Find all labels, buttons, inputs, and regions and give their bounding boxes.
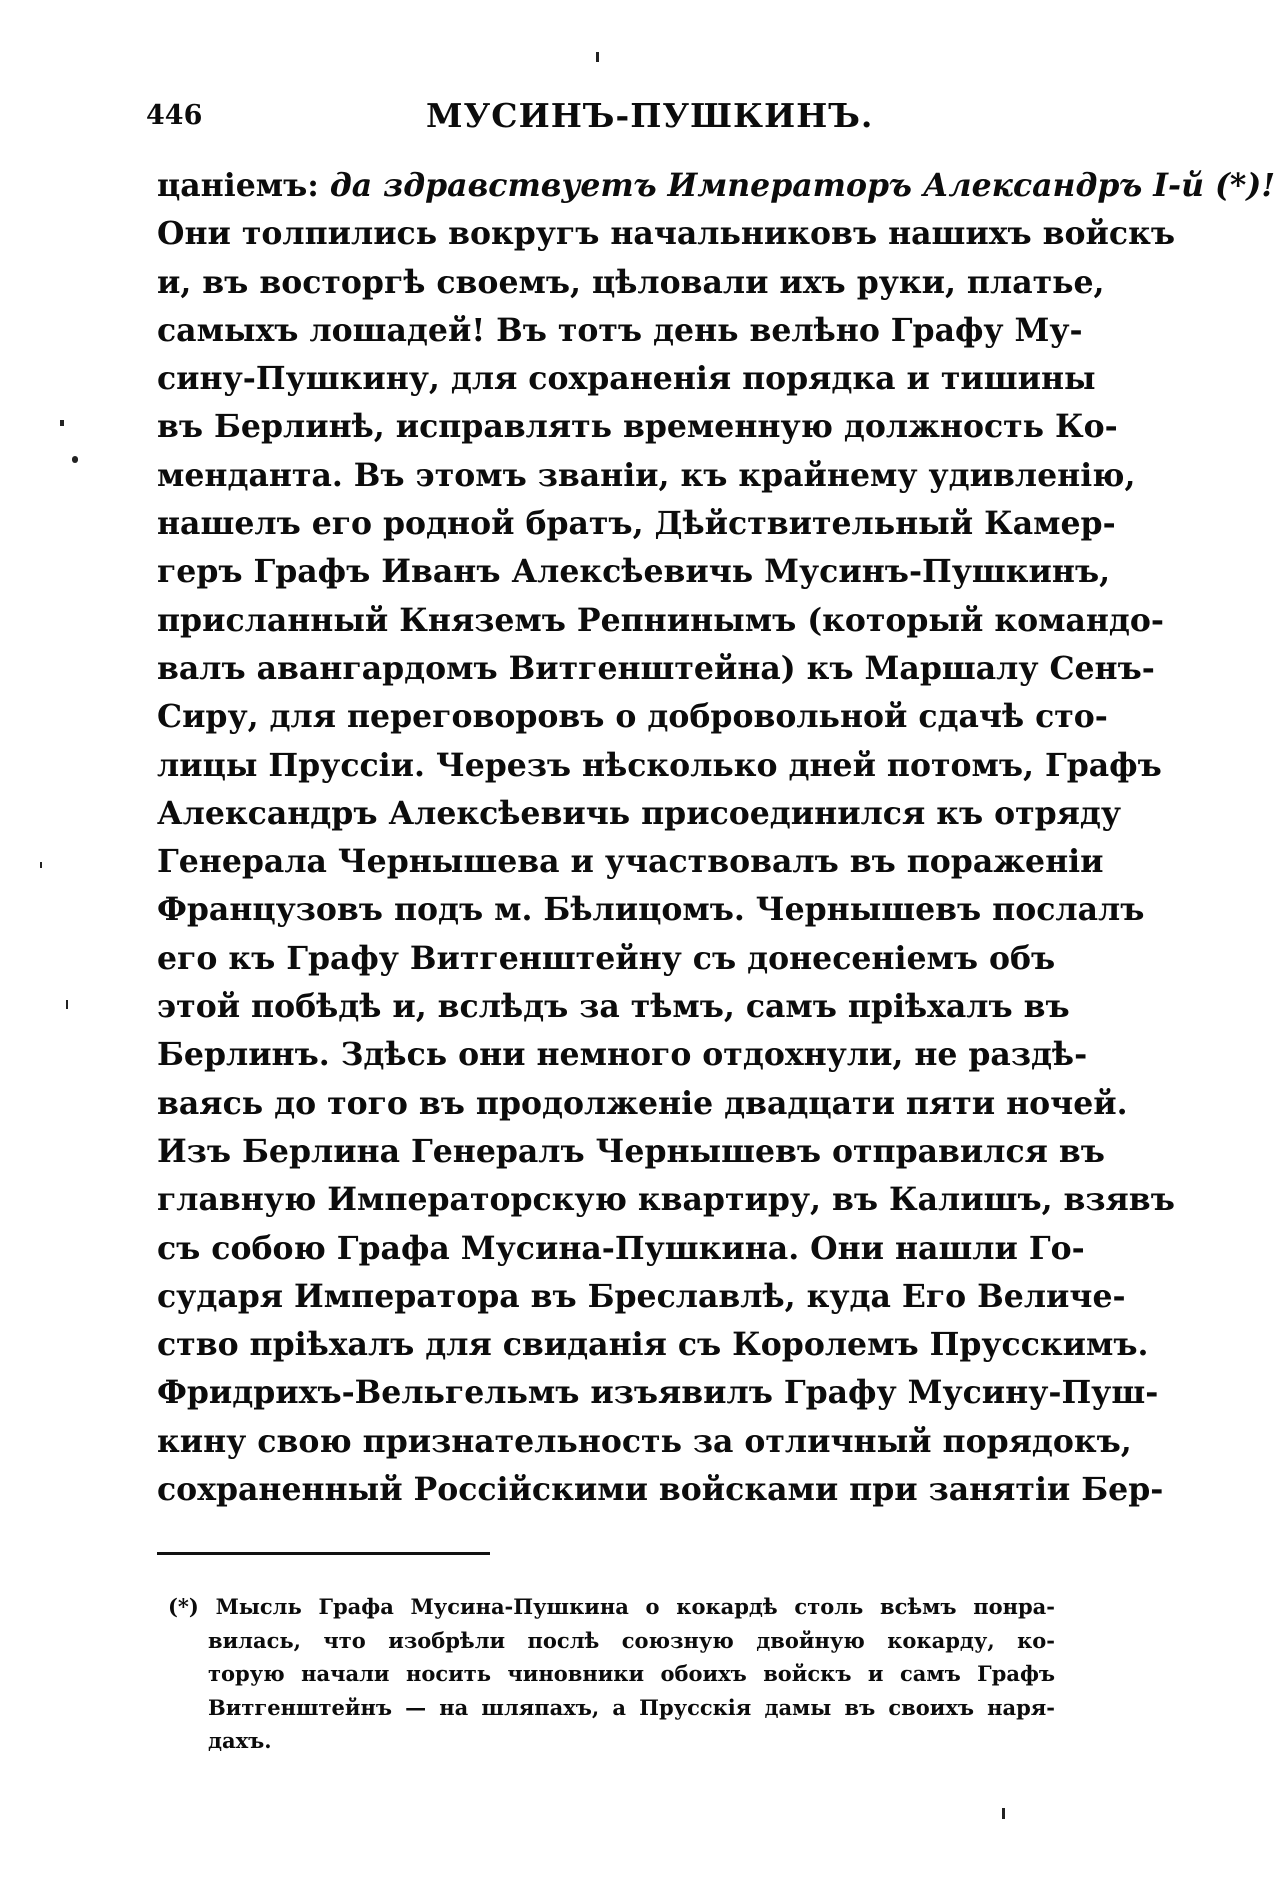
page-header xyxy=(146,92,1056,142)
text-line: и, въ восторгѣ своемъ, цѣловали ихъ руки, платье, xyxy=(157,263,1105,301)
page-number: 446 xyxy=(146,100,203,131)
text-line: Александръ Алексѣевичь присоединился къ отряду xyxy=(157,794,1122,832)
text-line: Фридрихъ-Вельгельмъ изъявилъ Графу Мусину-Пуш- xyxy=(157,1374,1159,1412)
scan-speck xyxy=(40,862,42,868)
scan-speck xyxy=(66,1000,68,1009)
text-line: съ собою Графа Мусина-Пушкина. Они нашли Го- xyxy=(157,1229,1085,1267)
text-line: въ Берлинѣ, исправлять временную должность Ко- xyxy=(157,408,1118,446)
footnote-separator xyxy=(157,1552,490,1555)
text-line: его къ Графу Витгенштейну съ донесеніемъ объ xyxy=(157,939,1056,977)
text-line: кину свою признательность за отличный порядокъ, xyxy=(157,1422,1132,1460)
text-line: присланный Княземъ Репнинымъ (который командо- xyxy=(157,601,1165,639)
text-line: нашелъ его родной братъ, Дѣйствительный Камер- xyxy=(157,505,1116,543)
text-line: Берлинъ. Здѣсь они немного отдохнули, не раздѣ- xyxy=(157,1036,1088,1074)
scan-speck xyxy=(72,456,78,463)
text-line: сину-Пушкину, для сохраненія порядка и тишины xyxy=(157,360,1096,398)
text-line: сохраненный Россійскими войсками при занятіи Бер- xyxy=(157,1471,1164,1509)
text-line: валъ авангардомъ Витгенштейна) къ Маршалу Сенъ- xyxy=(157,649,1155,687)
text-line: самыхъ лошадей! Въ тотъ день велѣно Графу Му- xyxy=(157,311,1083,349)
text-line: ство пріѣхалъ для свиданія съ Королемъ Прусскимъ. xyxy=(157,1326,1149,1364)
text-line: Сиру, для переговоровъ о добровольной сдачѣ сто- xyxy=(157,698,1108,736)
text-line: цаніемъ: да здравствуетъ Императоръ Александръ I-й (*)! xyxy=(157,167,1275,204)
body-text xyxy=(157,162,1275,1514)
scan-speck xyxy=(60,420,64,426)
footnote-line: дахъ. xyxy=(208,1728,272,1753)
text-line: геръ Графъ Иванъ Алексѣевичь Мусинъ-Пушкинъ, xyxy=(157,553,1111,591)
text-line: лицы Пруссіи. Черезъ нѣсколько дней потомъ, Графъ xyxy=(157,746,1162,784)
footnote-line: торую начали носить чиновники обоихъ войскъ и самъ Графъ xyxy=(208,1661,1055,1686)
footnote-line: Витгенштейнъ — на шляпахъ, а Прусскія дамы въ своихъ наря- xyxy=(208,1694,1055,1720)
text-line: главную Императорскую квартиру, въ Калишъ, взявъ xyxy=(157,1181,1175,1219)
text-line: менданта. Въ этомъ званіи, къ крайнему удивленію, xyxy=(157,456,1136,494)
footnote xyxy=(168,1590,1055,1758)
text-line: Они толпились вокругъ начальниковъ нашихъ войскъ xyxy=(157,215,1176,253)
running-title: МУСИНЪ-ПУШКИНЪ. xyxy=(426,96,874,135)
text-line: Французовъ подъ м. Бѣлицомъ. Чернышевъ послалъ xyxy=(157,891,1145,929)
footnote-line: вилась, что изобрѣли послѣ союзную двойную кокарду, ко- xyxy=(208,1627,1055,1653)
text-line: этой побѣдѣ и, вслѣдъ за тѣмъ, самъ пріѣхалъ въ xyxy=(157,988,1070,1026)
text-line: Изъ Берлина Генералъ Чернышевъ отправился въ xyxy=(157,1132,1105,1170)
scan-speck xyxy=(1002,1808,1005,1819)
text-line: Генерала Чернышева и участвовалъ въ пораженіи xyxy=(157,843,1104,881)
text-line: сударя Императора въ Бреславлѣ, куда Его Величе- xyxy=(157,1277,1126,1315)
text-line: ваясь до того въ продолженіе двадцати пяти ночей. xyxy=(157,1084,1128,1122)
scan-speck xyxy=(596,52,599,62)
footnote-line: (*) Мысль Графа Мусина-Пушкина о кокардѣ столь всѣмъ понра- xyxy=(168,1594,1055,1619)
